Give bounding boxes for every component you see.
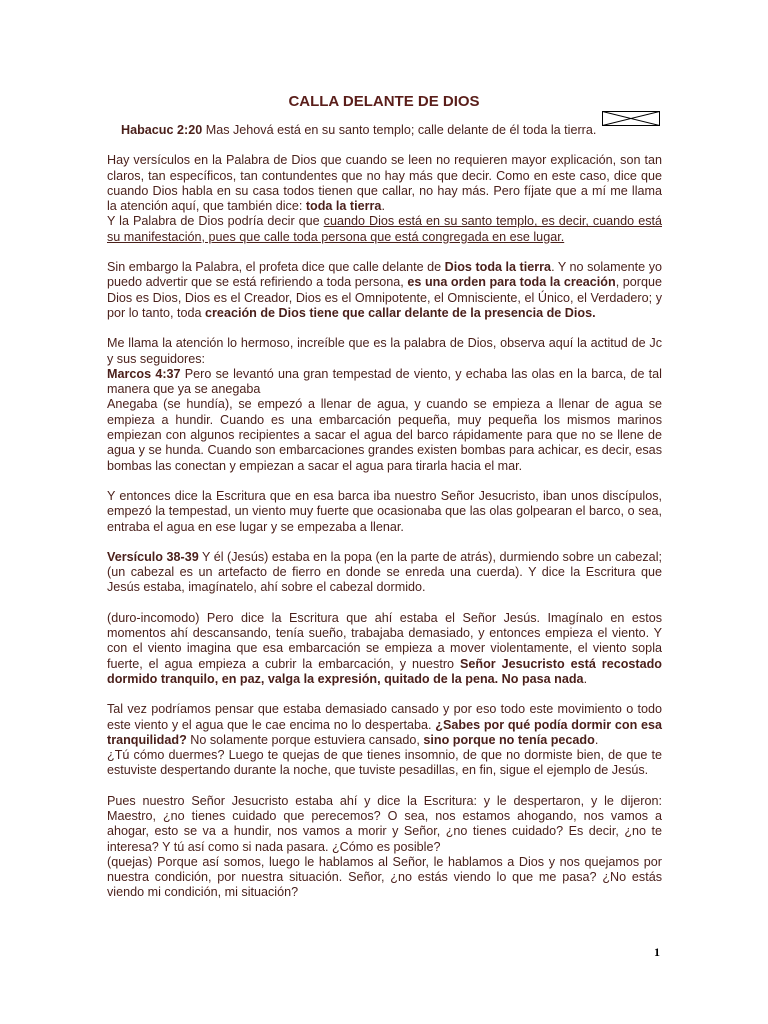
paragraph-8: [107, 702, 662, 778]
text-span: No solamente porque estuviera cansado,: [186, 732, 424, 747]
text-span: Sin embargo la Palabra, el profeta dice que calle delante de: [107, 260, 445, 275]
bold-span: Dios toda la tierra: [444, 260, 552, 275]
text-span: Y la Palabra de Dios podría decir que: [107, 214, 324, 229]
paragraph-6: [107, 550, 662, 596]
text-span: (quejas) Porque así somos, luego le hablamos al Señor, le hablamos a Dios y nos quejamos por nuestra condición, por nuestra situación. Señor, ¿no estás viendo lo que me pasa? ¿No estás viendo mi condición, mi situación?: [107, 854, 662, 900]
text-span: , porque Dios es Dios, Dios es el Creador, Dios es el Omnipotente, el Omnisciente, el Único, el Verdadero; y por lo tanto, toda: [107, 275, 662, 320]
text-span: .: [583, 671, 588, 686]
bold-span: es una orden para toda la creación: [407, 275, 616, 290]
bold-span: Señor Jesucristo está recostado dormido tranquilo, en paz, valga la expresión, quitado de la pena. No pasa nada: [107, 656, 662, 686]
paragraph-2: [107, 153, 662, 245]
text-span: .: [594, 732, 599, 747]
paragraph-9: [107, 794, 662, 901]
page-number: 1: [654, 945, 660, 959]
text-span: Anegaba (se hundía), se empezó a llenar de agua, y cuando se empieza a llenar de agua se empieza a hundir. Cuando es una embarcación pequeña, muy pequeña los mismos marinos empiezan con algunos recipientes a sacar el agua del barco rápidamente para que no se llene de agua y se hunda. Cuando son embarcaciones grandes existen bombas para achicar, es decir, esas bombas las conectan y empiezan a sacar el agua para tirarla hacia el mar.: [107, 397, 662, 473]
paragraph-4: [107, 336, 662, 474]
text-span: Me llama la atención lo hermoso, increíble que es la palabra de Dios, observa aquí la actitud de Jc y sus seguidores:: [107, 336, 662, 366]
text-span: . Y no solamente yo puedo advertir que se está refiriendo a toda persona,: [107, 260, 662, 290]
text-span: Tal vez podríamos pensar que estaba demasiado cansado y por eso todo este movimiento o todo este viento y el agua que le cae encima no lo despertaba.: [107, 702, 662, 732]
text-span: Pero se levantó una gran tempestad de viento, y echaba las olas en la barca, de tal manera que ya se anegaba: [107, 366, 662, 397]
text-span: Y él (Jesús) estaba en la popa (en la parte de atrás), durmiendo sobre un cabezal; (un cabezal es un artefacto de fierro en donde se enreda una cuerda). Y dice la Escritura que Jesús estaba, imagínatelo, ahí sobre el cabezal dormido.: [107, 549, 662, 595]
verse-reference: Versículo 38-39: [107, 549, 199, 564]
paragraph-5: Y entonces dice la Escritura que en esa barca iba nuestro Señor Jesucristo, iban unos discípulos, empezó la tempestad, un viento muy fuerte que ocasionaba que las olas golpearan el barco, o sea, entraba el agua en ese lugar y se empezaba a llenar.: [107, 488, 662, 534]
text-span: Hay versículos en la Palabra de Dios que cuando se leen no requieren mayor explicación, son tan claros, tan específicos, tan contundentes que no hay más que decir. Como en este caso, dice que cuando Dios habla en su casa todos tienen que callar, no hay más. Pero fíjate que a mí me llama la atención aquí, que también dice:: [107, 153, 662, 214]
underlined-span: cuando Dios está en su santo templo, es decir, cuando está su manifestación, pues que calle toda persona que está congregada en ese lugar.: [107, 214, 663, 244]
text-span: ¿Tú cómo duermes? Luego te quejas de que tienes insomnio, de que no dormiste bien, de que te estuviste despertando durante la noche, que tuviste pesadillas, en fin, sigue el ejemplo de Jesús.: [107, 748, 662, 778]
verse-reference: Habacuc 2:20: [121, 123, 203, 137]
text-span: .: [381, 199, 385, 214]
paragraph-7: [107, 611, 662, 687]
bold-span: creación de Dios tiene que callar delante de la presencia de Dios.: [205, 305, 596, 320]
verse-text: Mas Jehová está en su santo templo; calle delante de él toda la tierra.: [202, 123, 597, 137]
bold-span: sino porque no tenía pecado: [423, 732, 595, 747]
document-body: [107, 123, 662, 916]
paragraph-3: [107, 260, 662, 321]
verse-reference: Marcos 4:37: [107, 366, 181, 381]
bold-span: ¿Sabes por qué podía dormir con esa tranquilidad?: [107, 717, 662, 747]
text-span: Pues nuestro Señor Jesucristo estaba ahí y dice la Escritura: y le despertaron, y le dijeron: Maestro, ¿no tienes cuidado que perecemos? O sea, nos estamos ahogando, nos vamos a ahogar, esto se va a hundir, nos vamos a morir y Señor, ¿no tienes cuidado? Es decir, ¿no te interesa? Y tú así como si nada pasara. ¿Cómo es posible?: [107, 793, 662, 854]
page-title: CALLA DELANTE DE DIOS: [288, 93, 480, 110]
paragraph-habacuc: [107, 123, 662, 138]
text-span: (duro-incomodo) Pero dice la Escritura que ahí estaba el Señor Jesús. Imagínalo en estos momentos ahí descansando, tenía sueño, trabajaba demasiado, y entonces empieza el viento. Y con el viento imagina que esa embarcación se empieza a mover violentamente, el viento sopla fuerte, el agua empieza a cubrir la embarcación, y nuestro: [107, 610, 662, 671]
bold-span: toda la tierra: [305, 199, 382, 214]
